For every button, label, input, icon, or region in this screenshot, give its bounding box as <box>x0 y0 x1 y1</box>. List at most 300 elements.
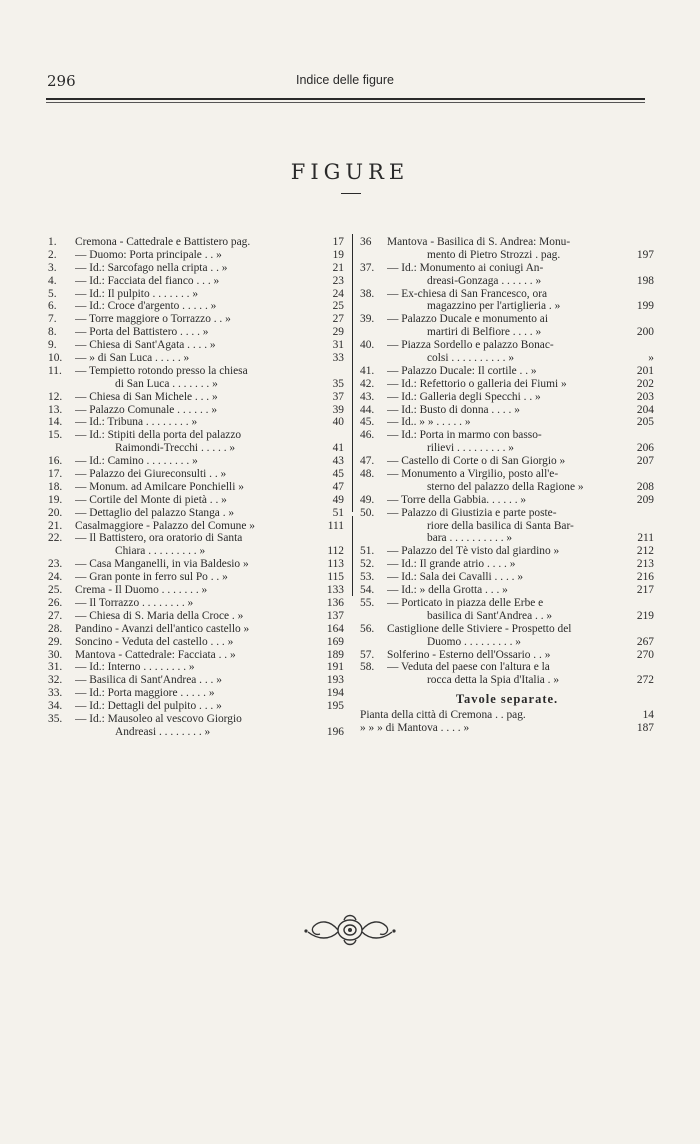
entry-title: — Id.: Facciata del fianco . . . » <box>75 274 220 287</box>
entry-page <box>626 597 654 610</box>
entry-title: — Veduta del paese con l'altura e la <box>387 661 550 674</box>
entry-title: — Porta del Battistero . . . . » <box>75 326 209 339</box>
entry-page: 49 <box>332 493 344 506</box>
index-entry <box>360 545 654 558</box>
index-entry <box>360 558 654 571</box>
index-entry <box>360 661 654 674</box>
entry-title: Pianta della città di Cremona . . pag. <box>360 709 526 722</box>
index-entry <box>360 326 654 339</box>
entry-number <box>360 532 387 545</box>
entry-number: 21. <box>48 519 63 532</box>
entry-page: 23 <box>332 274 344 287</box>
entry-title: — Id.: Il pulpito . . . . . . . » <box>75 287 199 300</box>
entry-page: » <box>648 352 654 365</box>
entry-page: 136 <box>326 596 344 609</box>
index-entry <box>360 313 654 326</box>
entry-page: 193 <box>326 674 344 687</box>
entry-number: 5. <box>48 287 57 300</box>
entry-page: 39 <box>332 403 344 416</box>
index-entry <box>360 584 654 597</box>
entry-number: 31. <box>48 661 63 674</box>
entry-number <box>360 249 387 262</box>
entry-title: — Dettaglio del palazzo Stanga . » <box>75 506 235 519</box>
entry-page: 187 <box>636 722 654 735</box>
entry-page <box>626 339 654 352</box>
entry-page <box>626 661 654 674</box>
index-entry <box>48 558 344 571</box>
column-divider <box>352 234 353 512</box>
entry-number: 19. <box>48 493 63 506</box>
entry-number: 15. <box>48 429 63 442</box>
header-rule-thin <box>46 102 645 103</box>
entry-title: — Ex-chiesa di San Francesco, ora <box>387 287 548 300</box>
entry-page: 203 <box>636 390 654 403</box>
column-divider-lower <box>352 516 353 596</box>
entry-number: 13. <box>48 403 63 416</box>
entry-number: 49. <box>360 493 375 506</box>
entry-number <box>360 352 387 365</box>
index-entry <box>48 378 344 391</box>
index-entry <box>48 339 344 352</box>
index-entry <box>360 623 654 636</box>
entry-number: 55. <box>360 596 375 609</box>
entry-number <box>360 674 387 687</box>
index-entry <box>360 378 654 391</box>
entry-page: 115 <box>327 571 344 584</box>
entry-page: 219 <box>636 609 654 622</box>
entry-title: — Id.: Mausoleo al vescovo Giorgio <box>75 712 242 725</box>
entry-title: — Id.: Sarcofago nella cripta . . » <box>75 261 228 274</box>
entry-number: 14. <box>48 416 63 429</box>
entry-page: 213 <box>636 558 654 571</box>
entry-page: 205 <box>636 416 654 429</box>
entry-title: Andreasi . . . . . . . . » <box>115 725 211 738</box>
index-entry <box>48 481 344 494</box>
entry-title: Chiara . . . . . . . . . » <box>115 545 206 558</box>
entry-page: 272 <box>636 674 654 687</box>
entry-number: 32. <box>48 674 63 687</box>
entry-title: — Palazzo del Tè visto dal giardino » <box>387 545 560 558</box>
entry-number: 48. <box>360 468 375 481</box>
entry-title: — Id.: Camino . . . . . . . . » <box>75 455 198 468</box>
entry-number: 24. <box>48 571 63 584</box>
entry-number: 37. <box>360 261 375 274</box>
index-entry <box>360 494 654 507</box>
entry-number: 53. <box>360 571 375 584</box>
index-entry <box>360 507 654 520</box>
entry-title: — Torre maggiore o Torrazzo . . » <box>75 313 231 326</box>
index-entry <box>48 468 344 481</box>
index-entry <box>360 300 654 313</box>
entry-number <box>360 520 387 533</box>
index-entry <box>48 584 344 597</box>
entry-page: 198 <box>636 274 654 287</box>
entry-title: rocca detta la Spia d'Italia . » <box>427 674 560 687</box>
index-entry <box>360 520 654 533</box>
entry-number: 8. <box>48 326 57 339</box>
index-entry <box>360 416 654 429</box>
entry-title: Pandino - Avanzi dell'antico castello » <box>75 622 250 635</box>
entry-number: 52. <box>360 558 375 571</box>
index-entry <box>48 545 344 558</box>
entry-number: 29. <box>48 635 63 648</box>
page-number: 296 <box>47 72 76 90</box>
entry-title: mento di Pietro Strozzi . pag. <box>427 248 561 261</box>
entry-page: 211 <box>637 532 654 545</box>
entry-number: 25. <box>48 584 63 597</box>
entry-number: 26. <box>48 596 63 609</box>
entry-title: — Palazzo Ducale: Il cortile . . » <box>387 364 537 377</box>
index-entry <box>360 352 654 365</box>
entry-number: 41. <box>360 364 375 377</box>
entry-number: 11. <box>48 364 62 377</box>
entry-title: — Id.: Dettagli del pulpito . . . » <box>75 700 222 713</box>
index-entry <box>48 249 344 262</box>
entry-page <box>626 520 654 533</box>
index-entry <box>48 275 344 288</box>
entry-title: — Id.: Porta in marmo con basso- <box>387 429 542 442</box>
entry-number: 12. <box>48 390 63 403</box>
index-entry <box>360 249 654 262</box>
index-entry <box>48 455 344 468</box>
left-figure-list <box>48 236 344 739</box>
entry-title: — Palazzo Comunale . . . . . . » <box>75 403 218 416</box>
entry-number: 51. <box>360 545 375 558</box>
index-entry <box>48 597 344 610</box>
entry-title: — Basilica di Sant'Andrea . . . » <box>75 674 222 687</box>
entry-page: 270 <box>636 648 654 661</box>
entry-title: — Gran ponte in ferro sul Po . . » <box>75 571 228 584</box>
entry-title: Soncino - Veduta del castello . . . » <box>75 635 234 648</box>
entry-title: di San Luca . . . . . . . » <box>115 377 218 390</box>
index-entry <box>360 610 654 623</box>
entry-number: 50. <box>360 506 375 519</box>
entry-page: 207 <box>636 455 654 468</box>
entry-title: — Tempietto rotondo presso la chiesa <box>75 364 248 377</box>
page-header <box>47 72 643 94</box>
entry-page: 24 <box>332 287 344 300</box>
entry-number <box>360 442 387 455</box>
running-title: Indice delle figure <box>296 73 394 87</box>
entry-page: 21 <box>332 261 344 274</box>
entry-page <box>316 532 344 545</box>
entry-title: — Id.: Croce d'argento . . . . . » <box>75 300 217 313</box>
entry-number: 57. <box>360 648 375 661</box>
entry-title: Casalmaggiore - Palazzo del Comune » <box>75 519 255 532</box>
entry-title: — Palazzo Ducale e monumento ai <box>387 313 548 326</box>
entry-page <box>626 236 654 249</box>
entry-page: 45 <box>332 468 344 481</box>
index-entry <box>360 365 654 378</box>
index-entry <box>360 709 654 722</box>
entry-title: — Palazzo dei Giureconsulti . . » <box>75 468 227 481</box>
entry-number: 7. <box>48 313 57 326</box>
index-entry <box>48 494 344 507</box>
entry-number: 20. <box>48 506 63 519</box>
entry-title: — Duomo: Porta principale . . » <box>75 248 222 261</box>
entry-page <box>626 262 654 275</box>
entry-number: 35. <box>48 712 63 725</box>
index-entry <box>48 507 344 520</box>
entry-number: 3. <box>48 261 57 274</box>
entry-page: 111 <box>327 519 344 532</box>
entry-page <box>626 468 654 481</box>
entry-page: 35 <box>332 377 344 390</box>
entry-page <box>626 623 654 636</box>
entry-page <box>316 365 344 378</box>
entry-number: 58. <box>360 661 375 674</box>
entry-page: 133 <box>326 584 344 597</box>
index-entry <box>360 649 654 662</box>
entry-number: 38. <box>360 287 375 300</box>
entry-page: 201 <box>636 364 654 377</box>
entry-number: 10. <box>48 352 63 365</box>
index-entry <box>360 339 654 352</box>
entry-number <box>48 442 75 455</box>
entry-number <box>48 545 75 558</box>
entry-number: 2. <box>48 248 57 261</box>
index-entry <box>360 391 654 404</box>
decorative-ornament-icon <box>300 910 400 950</box>
entry-page: 169 <box>326 635 344 648</box>
entry-page: 216 <box>636 571 654 584</box>
entry-page: 197 <box>636 248 654 261</box>
index-entry <box>360 481 654 494</box>
entry-title: colsi . . . . . . . . . . » <box>427 352 515 365</box>
entry-page: 137 <box>326 609 344 622</box>
entry-title: — Id.: Tribuna . . . . . . . . » <box>75 416 198 429</box>
entry-title: — Torre della Gabbia. . . . . . » <box>387 493 527 506</box>
index-entry <box>48 726 344 739</box>
entry-page: 47 <box>332 480 344 493</box>
entry-page <box>626 313 654 326</box>
entry-number: 54. <box>360 584 375 597</box>
index-entry <box>48 661 344 674</box>
entry-page: 189 <box>326 648 344 661</box>
entry-page: 208 <box>636 480 654 493</box>
entry-title: magazzino per l'artiglieria . » <box>427 300 561 313</box>
entry-number: 39. <box>360 313 375 326</box>
entry-page: 196 <box>326 725 344 738</box>
index-entry <box>48 571 344 584</box>
index-entry <box>360 442 654 455</box>
entry-title: Mantova - Cattedrale: Facciata . . » <box>75 648 236 661</box>
entry-title: — Id.: Stipiti della porta del palazzo <box>75 429 242 442</box>
entry-title: — Monum. ad Amilcare Ponchielli » <box>75 480 244 493</box>
entry-page: 19 <box>332 248 344 261</box>
entry-title: sterno del palazzo della Ragione » <box>427 480 584 493</box>
entry-title: Castiglione delle Stiviere - Prospetto del <box>387 622 572 635</box>
entry-title: — Il Torrazzo . . . . . . . . » <box>75 596 194 609</box>
entry-page: 267 <box>636 635 654 648</box>
entry-number: 17. <box>48 468 63 481</box>
entry-page: 25 <box>332 300 344 313</box>
header-rule <box>46 98 645 100</box>
entry-page: 51 <box>332 506 344 519</box>
index-entry <box>48 636 344 649</box>
index-entry <box>360 236 654 249</box>
entry-page: 113 <box>327 558 344 571</box>
index-entry <box>360 636 654 649</box>
entry-page: 37 <box>332 390 344 403</box>
entry-number <box>360 275 387 288</box>
entry-page: 204 <box>636 403 654 416</box>
entry-number: 43. <box>360 390 375 403</box>
entry-number: 1. <box>48 236 57 248</box>
index-entry <box>48 365 344 378</box>
entry-title: — Cortile del Monte di pietà . . » <box>75 493 227 506</box>
entry-title: — Id.: Busto di donna . . . . » <box>387 403 520 416</box>
section-title: FIGURE <box>290 160 410 184</box>
entry-number: 27. <box>48 609 63 622</box>
entry-number: 36 <box>360 236 372 248</box>
index-entry <box>48 700 344 713</box>
index-entry <box>360 288 654 301</box>
entry-page: 29 <box>332 326 344 339</box>
entry-page: 195 <box>326 700 344 713</box>
entry-page: 206 <box>636 442 654 455</box>
entry-page: 199 <box>636 300 654 313</box>
index-entry <box>360 429 654 442</box>
index-entry <box>48 352 344 365</box>
entry-number <box>360 300 387 313</box>
entry-title: — Id.: Porta maggiore . . . . . » <box>75 687 215 700</box>
index-entry <box>360 674 654 687</box>
entry-title: — Id.. » » . . . . . » <box>387 416 471 429</box>
index-entry <box>48 416 344 429</box>
index-entry <box>48 288 344 301</box>
entry-title: — Chiesa di San Michele . . . » <box>75 390 218 403</box>
entry-number: 46. <box>360 429 375 442</box>
entry-page: 217 <box>636 584 654 597</box>
index-entry <box>48 610 344 623</box>
entry-page: 14 <box>642 709 654 722</box>
entry-number: 22. <box>48 532 63 545</box>
entry-page: 191 <box>326 661 344 674</box>
entry-number: 9. <box>48 339 57 352</box>
entry-page: 40 <box>332 416 344 429</box>
entry-title: — Id.: Refettorio o galleria dei Fiumi » <box>387 377 567 390</box>
entry-number: 44. <box>360 403 375 416</box>
entry-number <box>360 481 387 494</box>
entry-number <box>360 326 387 339</box>
entry-number: 34. <box>48 700 63 713</box>
entry-number: 33. <box>48 687 63 700</box>
index-entry <box>48 429 344 442</box>
entry-title: — Id.: Monumento ai coniugi An- <box>387 261 544 274</box>
index-entry <box>360 404 654 417</box>
entry-title: — Castello di Corte o di San Giorgio » <box>387 455 566 468</box>
entry-title: — Monumento a Virgilio, posto all'e- <box>387 468 559 481</box>
entry-page: 41 <box>332 442 344 455</box>
entry-number <box>48 378 75 391</box>
entry-number: 40. <box>360 339 375 352</box>
entry-title: Mantova - Basilica di S. Andrea: Monu- <box>387 236 571 248</box>
entry-title: — Piazza Sordello e palazzo Bonac- <box>387 339 554 352</box>
index-entry <box>360 275 654 288</box>
index-entry <box>360 571 654 584</box>
index-entry <box>48 623 344 636</box>
entry-page: 194 <box>326 687 344 700</box>
index-entry <box>48 300 344 313</box>
entry-page: 27 <box>332 313 344 326</box>
index-entry <box>48 713 344 726</box>
entry-page <box>316 429 344 442</box>
entry-title: — » di San Luca . . . . . » <box>75 352 190 365</box>
entry-title: Solferino - Esterno dell'Ossario . . » <box>387 648 551 661</box>
entry-title: — Id.: » della Grotta . . . » <box>387 584 508 597</box>
index-entry <box>48 404 344 417</box>
right-figure-list <box>360 236 654 735</box>
separate-plates-heading: Tavole separate. <box>455 692 559 707</box>
entry-title: — Porticato in piazza delle Erbe e <box>387 596 544 609</box>
index-entry <box>48 262 344 275</box>
entry-page: 43 <box>332 455 344 468</box>
entry-page <box>316 713 344 726</box>
entry-title: Cremona - Cattedrale e Battistero pag. <box>75 236 251 248</box>
entry-title: Crema - Il Duomo . . . . . . . » <box>75 584 208 597</box>
index-entry <box>48 649 344 662</box>
entry-title: bara . . . . . . . . . . » <box>427 532 513 545</box>
entry-title: — Il Battistero, ora oratorio di Santa <box>75 532 243 545</box>
index-entry <box>360 532 654 545</box>
entry-page <box>626 429 654 442</box>
entry-number <box>360 610 387 623</box>
entry-title: riore della basilica di Santa Bar- <box>427 519 574 532</box>
entry-page <box>626 288 654 301</box>
entry-page: 164 <box>326 622 344 635</box>
entry-number: 47. <box>360 455 375 468</box>
entry-title: — Chiesa di S. Maria della Croce . » <box>75 609 244 622</box>
entry-page: 200 <box>636 326 654 339</box>
index-entry <box>48 313 344 326</box>
entry-number <box>360 636 387 649</box>
entry-page: 33 <box>332 352 344 365</box>
entry-title: Raimondi-Trecchi . . . . . » <box>115 442 236 455</box>
index-entry <box>48 520 344 533</box>
index-entry <box>48 391 344 404</box>
entry-title: » » » di Mantova . . . . » <box>360 722 470 735</box>
entry-title: martiri di Belfiore . . . . » <box>427 326 542 339</box>
title-underline <box>341 193 361 194</box>
index-entry <box>360 468 654 481</box>
entry-number: 42. <box>360 377 375 390</box>
index-entry <box>48 674 344 687</box>
entry-title: Duomo . . . . . . . . . » <box>427 635 521 648</box>
entry-title: — Palazzo di Giustizia e parte poste- <box>387 506 557 519</box>
entry-title: — Chiesa di Sant'Agata . . . . » <box>75 339 216 352</box>
entry-title: — Casa Manganelli, in via Baldesio » <box>75 558 249 571</box>
entry-title: basilica di Sant'Andrea . . » <box>427 609 553 622</box>
entry-number: 28. <box>48 622 63 635</box>
entry-number: 18. <box>48 480 63 493</box>
index-entry <box>48 687 344 700</box>
entry-title: dreasi-Gonzaga . . . . . . » <box>427 274 542 287</box>
entry-page: 212 <box>636 545 654 558</box>
entry-page: 202 <box>636 377 654 390</box>
entry-number: 23. <box>48 558 63 571</box>
entry-page: 112 <box>327 545 344 558</box>
index-entry <box>360 722 654 735</box>
entry-page <box>626 507 654 520</box>
entry-number: 45. <box>360 416 375 429</box>
entry-number <box>48 726 75 739</box>
index-entry <box>48 236 344 249</box>
entry-page: 209 <box>636 493 654 506</box>
index-entry <box>360 597 654 610</box>
entry-title: — Id.: Il grande atrio . . . . » <box>387 558 516 571</box>
entry-number: 30. <box>48 648 63 661</box>
